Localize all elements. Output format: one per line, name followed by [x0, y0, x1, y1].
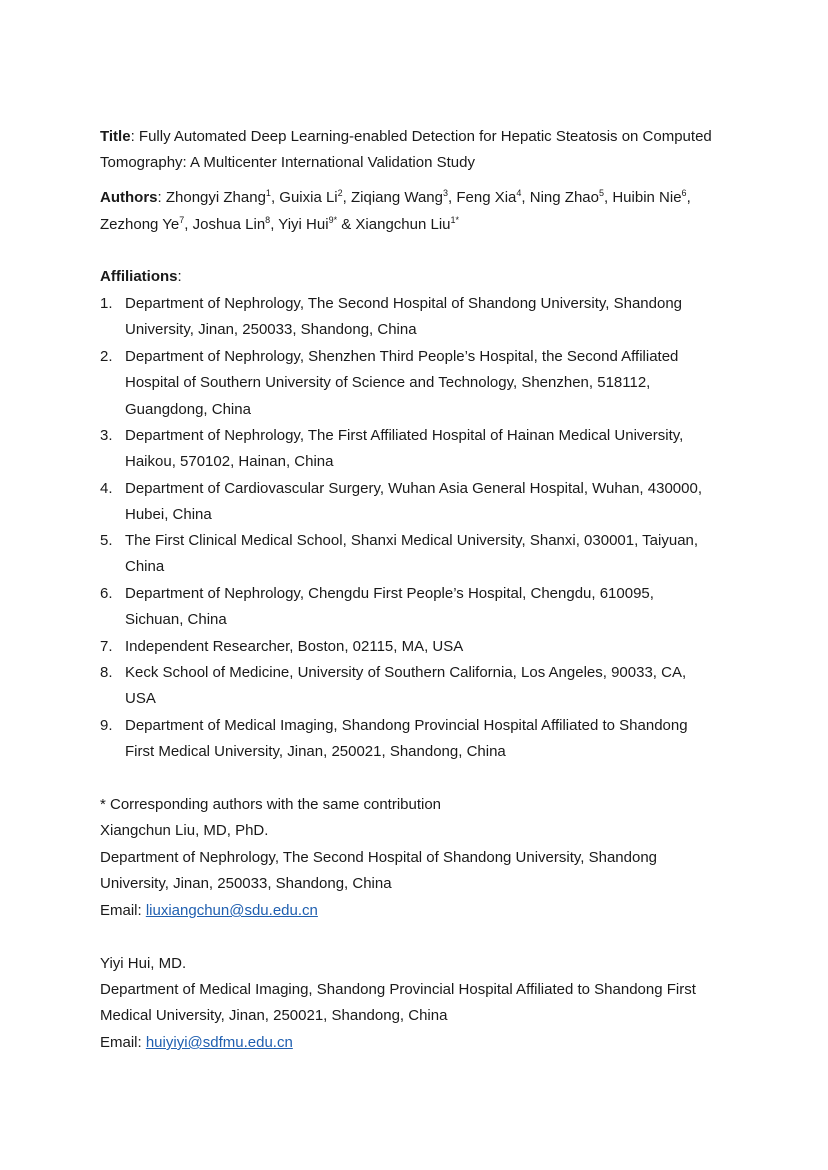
affiliation-line: Department of Cardiovascular Surgery, Wuhan Asia General Hospital, Wuhan, 430000, [125, 480, 702, 497]
contact-address-line: University, Jinan, 250033, Shandong, China [100, 875, 392, 892]
affiliation-line: Guangdong, China [125, 400, 251, 418]
author-name: Ning Zhao [529, 189, 599, 206]
affiliation-number: 5. [100, 532, 113, 549]
author-sup: 1* [450, 215, 460, 225]
affiliation-number: 2. [100, 348, 113, 365]
affiliation-line: Keck School of Medicine, University of Southern California, Los Angeles, 90033, CA, [125, 664, 687, 681]
affiliation-text [125, 634, 725, 660]
author-name: Yiyi Hui [278, 216, 329, 233]
author-sup: 9* [328, 215, 338, 225]
affiliation-number: 3. [100, 427, 113, 444]
affiliation-line: Independent Researcher, Boston, 02115, MA, USA [125, 638, 464, 655]
contact-address-line: Department of Nephrology, The Second Hospital of Shandong University, Shandong [100, 849, 658, 866]
affiliation-text [125, 423, 725, 476]
title-line-2 [100, 154, 475, 172]
authors-label: Authors [100, 189, 158, 206]
author-name: Xiangchun Liu [355, 216, 451, 233]
email-label: Email: [100, 1034, 146, 1051]
author-sup: 8 [265, 215, 271, 225]
affiliation-text [125, 660, 725, 713]
title-text-1: : Fully Automated Deep Learning-enabled Detection for Hepatic Steatosis on Computed [130, 128, 712, 145]
affiliation-line: Hospital of Southern University of Science and Technology, Shenzhen, 518112, [125, 374, 651, 392]
affiliation-line: USA [125, 690, 156, 708]
affiliation-number: 6. [100, 585, 113, 602]
author-name: Ziqiang Wang [351, 189, 443, 206]
contact-name: Yiyi Hui, MD. [100, 955, 187, 972]
affiliation-line: First Medical University, Jinan, 250021, Shandong, China [125, 743, 506, 761]
affiliation-text [125, 344, 725, 423]
affiliation-text [125, 713, 725, 766]
title-text-2: Tomography: A Multicenter International Validation Study [100, 154, 475, 171]
author-sup: 7 [179, 215, 185, 225]
title-line-1 [100, 128, 712, 146]
affiliation-line: The First Clinical Medical School, Shanxi Medical University, Shanxi, 030001, Taiyuan, [125, 532, 699, 549]
author-sup: 5 [598, 188, 604, 198]
author-sup: 4 [516, 188, 522, 198]
affiliation-number: 1. [100, 295, 113, 312]
affiliation-text [125, 528, 725, 581]
title-label: Title [100, 128, 131, 145]
affiliation-line: Department of Nephrology, Shenzhen Third People’s Hospital, the Second Affiliated [125, 348, 679, 365]
affiliation-number: 4. [100, 480, 113, 497]
corresponding-note: * Corresponding authors with the same contribution [100, 796, 442, 813]
affiliation-line: Hubei, China [125, 506, 212, 524]
author-name: Guixia Li [279, 189, 338, 206]
affiliation-line: Department of Nephrology, Chengdu First People’s Hospital, Chengdu, 610095, [125, 585, 654, 602]
author-sup: 3 [443, 188, 449, 198]
author-name: Huibin Nie [612, 189, 682, 206]
email-label: Email: [100, 902, 146, 919]
affiliation-number: 7. [100, 638, 113, 655]
affiliation-number: 8. [100, 664, 113, 681]
email-link[interactable]: liuxiangchun@sdu.edu.cn [145, 902, 318, 919]
affiliation-text [125, 476, 725, 529]
affiliation-line: Department of Medical Imaging, Shandong Provincial Hospital Affiliated to Shandong [125, 717, 688, 734]
affiliations-heading: Affiliations: [100, 268, 182, 285]
contact-name: Xiangchun Liu, MD, PhD. [100, 822, 269, 839]
affiliations-label: Affiliations [100, 268, 178, 285]
authors-line-2: Zezhong Ye$^7$, Joshua Lin$^8$, Yiyi Hui$^{9*}$ & Xiangchun Liu$^{1*}$ [100, 215, 460, 233]
contact-email-line [100, 902, 318, 920]
affiliation-line: Department of Nephrology, The Second Hospital of Shandong University, Shandong [125, 295, 683, 312]
author-sup: 2 [337, 188, 343, 198]
email-link[interactable]: huiyiyi@sdfmu.edu.cn [145, 1034, 293, 1051]
affiliation-text [125, 581, 725, 634]
affiliation-line: Department of Nephrology, The First Affiliated Hospital of Hainan Medical University, [125, 427, 684, 444]
author-name: Joshua Lin [192, 216, 266, 233]
affiliation-line: University, Jinan, 250033, Shandong, China [125, 321, 417, 339]
authors-line-1: Authors: Zhongyi Zhang$^1$, Guixia Li$^2$, Ziqiang Wang$^3$, Feng Xia$^4$, Ning Zhao$^5$, Huibin Nie$^6$, [100, 188, 691, 206]
author-name: Zhongyi Zhang [165, 189, 266, 206]
affiliation-line: China [125, 558, 165, 576]
author-name: Zezhong Ye [100, 216, 180, 233]
contact-address-line: Medical University, Jinan, 250021, Shandong, China [100, 1007, 448, 1024]
affiliation-text [125, 291, 725, 344]
contact-email-line [100, 1034, 293, 1052]
affiliation-number: 9. [100, 717, 113, 734]
author-name: Feng Xia [456, 189, 517, 206]
affiliation-line: Haikou, 570102, Hainan, China [125, 453, 334, 471]
author-sup: 6 [681, 188, 687, 198]
contact-address-line: Department of Medical Imaging, Shandong Provincial Hospital Affiliated to Shandong First [100, 981, 696, 998]
affiliation-line: Sichuan, China [125, 611, 227, 629]
author-sup: 1 [265, 188, 271, 198]
